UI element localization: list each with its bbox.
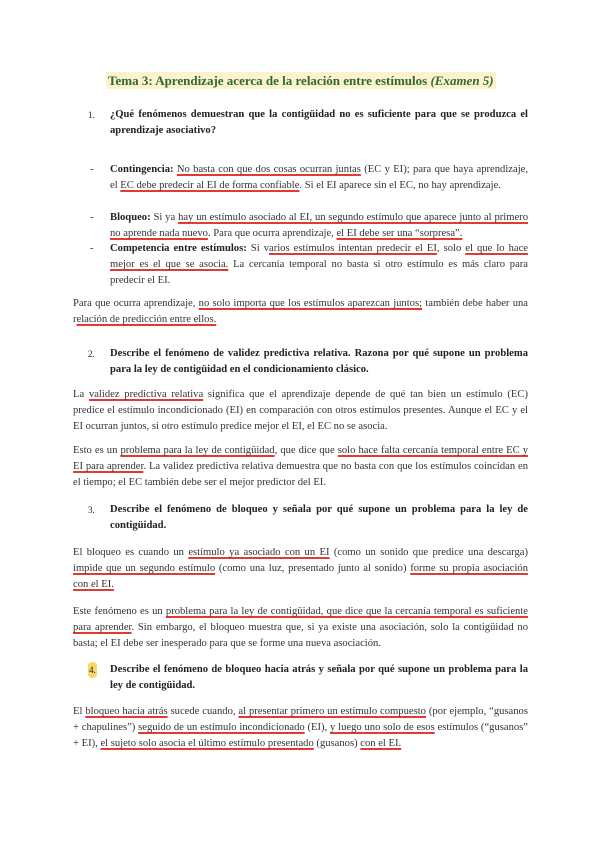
bold-term: Contingencia:	[110, 164, 174, 175]
underlined-text: estímulo ya asociado con un EI	[188, 547, 330, 558]
underlined-text: el EI debe ser una “sorpresa”.	[336, 228, 463, 239]
text: Si ya	[150, 212, 179, 223]
text-runs	[73, 298, 528, 325]
text-runs	[110, 212, 528, 239]
question-1: 1. ¿Qué fenómenos demuestran que la contigüidad no es suficiente para que se produzca el aprendizaje asociativo?	[88, 109, 528, 136]
text: sucede cuando,	[167, 706, 239, 717]
underlined-text: bloqueo hacia atrás	[85, 706, 168, 717]
underlined-text: no solo importa que los estímulos aparezcan juntos;	[198, 298, 423, 309]
underlined-text: con el EI.	[360, 738, 402, 749]
text: (EC y EI); para que haya aprendizaje, el	[110, 164, 528, 191]
text: . La validez predictiva relativa demuestra que no basta con que los estímulos coincidan en el tiempo; el EC también debe ser el mejor predictor del EI.	[73, 461, 528, 488]
text: La cercanía temporal no basta si otro estímulo es más claro para predecir el EI.	[110, 259, 529, 286]
text: El bloqueo es cuando un	[73, 547, 189, 558]
underlined-text: el sujeto solo asocia el último estímulo presentado	[100, 738, 314, 749]
text: . Si el EI aparece sin el EC, no hay aprendizaje.	[299, 180, 501, 191]
question-3: 3. Describe el fenómeno de bloqueo y señala por qué supone un problema para la ley de contigüidad.	[88, 504, 528, 531]
text: Si v	[246, 243, 269, 254]
text: Este fenómeno es un	[73, 606, 166, 617]
question-4: 4. Describe el fenómeno de bloqueo hacia atrás y señala por qué supone un problema para la ley de contigüidad.	[89, 664, 528, 691]
text-runs	[110, 164, 528, 191]
text: (por ejemplo, “gusanos + chapulines”)	[73, 706, 528, 733]
underlined-text: problema para la ley de contigüidad, que dice que la cercanía temporal es suficiente para aprender	[73, 606, 528, 633]
bold-term: Bloqueo:	[110, 212, 151, 223]
text: (EI),	[304, 722, 331, 733]
underlined-text: y luego uno solo de esos	[330, 722, 435, 733]
text-runs	[73, 706, 528, 749]
underlined-text: al presentar primero un estímulo compuesto	[238, 706, 426, 717]
underlined-text: No basta con que dos cosas ocurran juntas	[176, 164, 361, 175]
text: . Para que ocurra aprendizaje,	[207, 228, 337, 239]
underlined-text: validez predictiva relativa	[88, 389, 204, 400]
document-title: Tema 3: Aprendizaje acerca de la relación entre estímulos (Examen 5)	[108, 73, 494, 88]
text: (como un sonido que predice una descarga)	[329, 547, 529, 558]
paragraph-3	[73, 443, 528, 491]
paragraph-6	[73, 704, 528, 752]
paragraph-4	[73, 545, 528, 593]
text: (como una luz, presentado junto al sonido)	[215, 563, 411, 574]
underlined-text: el que lo hace mejor es el que se asocia.	[110, 243, 529, 270]
underlined-text: seguido de un estímulo incondicionado	[138, 722, 305, 733]
bullet-bloqueo: - Bloqueo: Si ya hay un estímulo asociado al EI, un segundo estímulo que aparece junto al primero no aprende nada nuevo. Para que ocurra aprendizaje, el EI debe ser una “sorpresa”.	[90, 212, 528, 239]
text: El	[73, 706, 86, 717]
question-2: 2. Describe el fenómeno de validez predictiva relativa. Razona por qué supone un problema para la ley de contigüidad en el condicionamiento clásico.	[88, 348, 528, 375]
underlined-text: solo hace falta cercanía temporal entre EC y EI para aprender	[73, 445, 529, 472]
text: significa que el aprendizaje depende de qué tan bien un estímulo (EC) predice el estímulo incondicionado (EI) en comparación con otros estímulos presentes. Aunque el EC y el EI ocurran juntos, si otro estímulo predice mejor el EI, el EC no se asocia.	[73, 389, 528, 432]
text-runs	[73, 606, 528, 649]
text-runs	[73, 547, 528, 590]
underlined-text: arios estímulos intentan predecir el EI	[269, 243, 437, 254]
text: Para que ocurra aprendizaje,	[73, 298, 199, 309]
underlined-text: problema para la ley de contigüidad	[120, 445, 275, 456]
text: , solo	[436, 243, 466, 254]
text-runs	[73, 389, 528, 432]
underlined-text: EC debe predecir al EI de forma confiable	[120, 180, 300, 191]
exam-label: (Examen 5)	[430, 73, 494, 88]
text: estímulos (“gusanos” + EI),	[73, 722, 528, 749]
text: , que dice que	[274, 445, 338, 456]
bullet-competencia: - Competencia entre estímulos: Si varios estímulos intentan predecir el EI, solo el que lo hace mejor es el que se asocia. La cercanía temporal no basta si otro estímulo es más claro para predecir el EI.	[90, 243, 529, 286]
paragraph-2	[73, 387, 528, 435]
bullet-contingencia: - Contingencia: No basta con que dos cosas ocurran juntas (EC y EI); para que haya aprendizaje, el EC debe predecir al EI de forma confiable. Si el EI aparece sin el EC, no hay aprendizaje.	[90, 164, 528, 191]
bold-term: Competencia entre estímulos:	[110, 243, 247, 254]
underlined-text: elación de predicción entre ellos.	[76, 314, 217, 325]
text: también debe haber una r	[73, 298, 528, 325]
paragraph-5	[73, 604, 528, 652]
text: La	[73, 389, 89, 400]
paragraph-1	[73, 296, 528, 328]
text-runs	[73, 445, 528, 488]
underlined-text: hay un estímulo asociado al EI, un segundo estímulo que aparece junto al primero no aprende nada nuevo	[110, 212, 528, 239]
text: . Sin embargo, el bloqueo muestra que, si ya existe una asociación, solo la contigüidad no basta; el EI debe ser inesperado para que se forme una nueva asociación.	[73, 622, 528, 649]
underlined-text: forme su propia asociación con el EI.	[73, 563, 528, 590]
text: Esto es un	[73, 445, 121, 456]
text-runs	[110, 243, 528, 286]
underlined-text: impide que un segundo estímulo	[73, 563, 216, 574]
text: (gusanos)	[313, 738, 361, 749]
